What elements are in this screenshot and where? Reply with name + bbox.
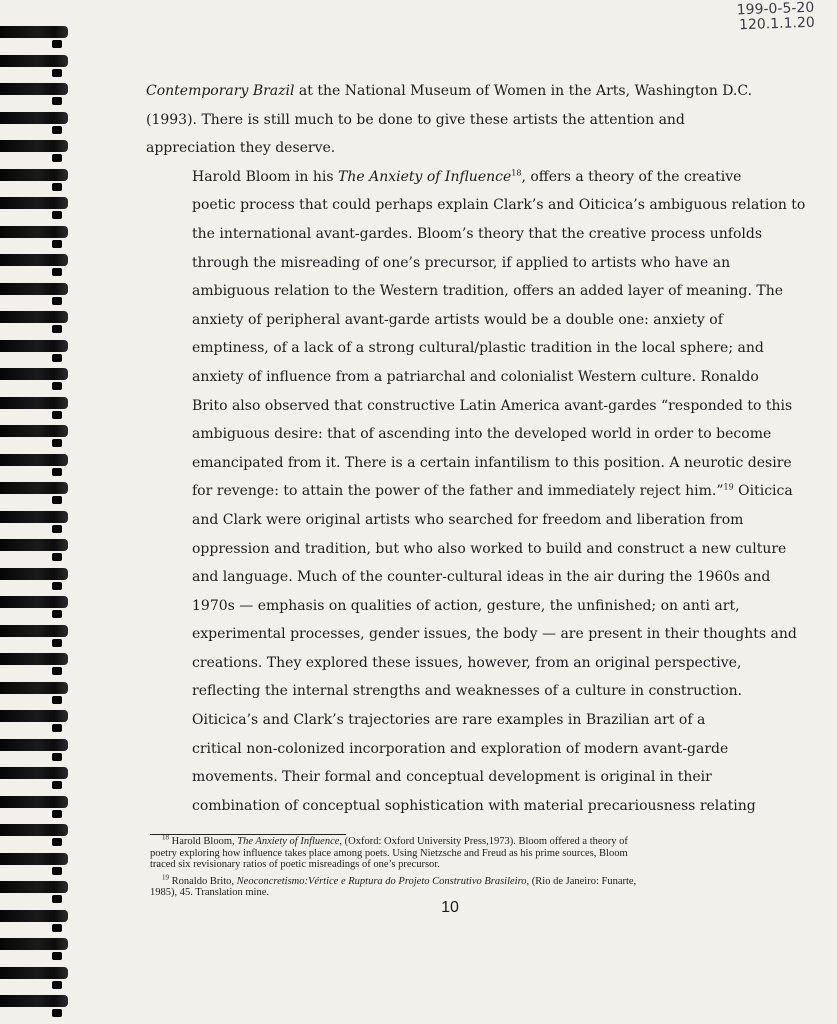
body-text: ambiguous relation to the Western tradition, offers an added layer of meaning. The [192, 283, 784, 300]
binding-hole [52, 867, 62, 875]
text-line [146, 449, 792, 478]
body-text: Oiticica’s and Clark’s trajectories are rare examples in Brazilian art of a [192, 712, 706, 729]
text-line [146, 563, 771, 592]
binding-coil [0, 311, 68, 323]
body-footnote-ref: 18 [511, 168, 522, 178]
body-text: emptiness, of a lack of a strong cultural/plastic tradition in the local sphere; and [192, 340, 764, 357]
binding-hole [52, 411, 62, 419]
text-line [146, 334, 764, 363]
binding-coil [0, 454, 68, 466]
text-line [146, 477, 793, 506]
binding-hole [52, 981, 62, 989]
binding-coil [0, 767, 68, 779]
body-text: (1993). There is still much to be done to give these artists the attention and [146, 111, 685, 128]
binding-hole [52, 810, 62, 818]
binding-hole [52, 69, 62, 77]
footnote-text: Harold Bloom, [169, 836, 238, 847]
binding-coil [0, 682, 68, 694]
text-line [146, 706, 756, 735]
footnote [150, 833, 750, 871]
binding-coil [0, 55, 68, 67]
body-text: combination of conceptual sophistication with material precariousness relating [192, 797, 756, 814]
binding-coil [0, 425, 68, 437]
binding-coil [0, 283, 68, 295]
binding-coil [0, 482, 68, 494]
binding-coil [0, 254, 68, 266]
paragraph [146, 706, 756, 820]
binding-hole [52, 582, 62, 590]
binding-hole [52, 753, 62, 761]
binding-hole [52, 382, 62, 390]
text-line [146, 649, 756, 678]
text-line [146, 592, 756, 621]
binding-hole [52, 468, 62, 476]
body-text: anxiety of peripheral avant-garde artists would be a double one: anxiety of [192, 311, 723, 328]
binding-hole [52, 325, 62, 333]
body-text: appreciation they deserve. [146, 140, 336, 157]
footnote-line [150, 833, 750, 848]
text-line [146, 306, 756, 335]
binding-coil [0, 539, 68, 551]
body-text: reflecting the internal strengths and weaknesses of a culture in construction. [192, 683, 743, 700]
body-text: 1970s — emphasis on qualities of action, gesture, the unfinished; on anti art, [192, 597, 740, 614]
footnote-footnote-ref: 19 [162, 873, 169, 881]
body-text: anxiety of influence from a patriarchal and colonialist Western culture. Ronaldo [192, 368, 759, 385]
binding-coil [0, 26, 68, 38]
text-line [146, 735, 756, 764]
body-footnote-ref: 19 [723, 482, 734, 492]
text-line [146, 420, 772, 449]
body-text: at the National Museum of Women in the Arts, Washington D.C. [294, 83, 753, 99]
body-text: movements. Their formal and conceptual development is original in their [192, 769, 712, 786]
binding-coil [0, 625, 68, 637]
binding-hole [52, 268, 62, 276]
archive-number [737, 1, 816, 34]
binding-coil [0, 169, 68, 181]
text-line [146, 77, 756, 106]
binding-hole [52, 240, 62, 248]
binding-hole [52, 1009, 62, 1017]
paragraph [146, 163, 806, 706]
footnote-line [150, 887, 750, 899]
footnote-text: traced six revisionary ratios of poetic misreadings of one’s precursor. [150, 859, 440, 870]
binding-coil [0, 368, 68, 380]
binding-coil [0, 596, 68, 608]
text-line [146, 277, 784, 306]
binding-coil [0, 340, 68, 352]
body-text: and language. Much of the counter-cultural ideas in the air during the 1960s and [192, 569, 771, 586]
binding-hole [52, 525, 62, 533]
binding-hole [52, 183, 62, 191]
binding-coil [0, 197, 68, 209]
spiral-binding [0, 0, 72, 1024]
text-line [146, 677, 756, 706]
text-line [146, 506, 756, 535]
body-text: Contemporary Brazil [146, 83, 295, 99]
body-text: experimental processes, gender issues, the body — are present in their thoughts and [192, 626, 797, 643]
binding-hole [52, 838, 62, 846]
text-line [146, 363, 759, 392]
binding-hole [52, 724, 62, 732]
body-text [146, 77, 806, 820]
body-text: poetic process that could perhaps explain Clark’s and Oiticica’s ambiguous relation to [192, 197, 806, 214]
body-text: oppression and tradition, but who also worked to build and construct a new culture [192, 540, 787, 557]
binding-coil [0, 112, 68, 124]
text-line [146, 220, 763, 249]
binding-coil [0, 824, 68, 836]
body-text: and Clark were original artists who searched for freedom and liberation from [192, 511, 744, 528]
footnote-line [150, 848, 750, 860]
binding-coil [0, 83, 68, 95]
footnote-text: , (Oxford: Oxford University Press,1973). Bloom offered a theory of [339, 836, 628, 847]
footnotes [150, 833, 750, 904]
binding-hole [52, 354, 62, 362]
binding-hole [52, 40, 62, 48]
binding-coil [0, 995, 68, 1007]
binding-coil [0, 568, 68, 580]
body-text: , offers a theory of the creative [521, 168, 742, 185]
footnote-text: 1985), 45. Translation mine. [150, 887, 270, 898]
binding-coil [0, 140, 68, 152]
text-line [146, 191, 806, 220]
binding-hole [52, 667, 62, 675]
footnote-line [150, 859, 750, 871]
binding-hole [52, 553, 62, 561]
body-text: Harold Bloom in his [192, 168, 338, 185]
footnote-text: Neoconcretismo:Vértice e Ruptura do Projeto Construtivo Brasileiro [236, 875, 527, 887]
body-text: ambiguous desire: that of ascending into the developed world in order to become [192, 426, 772, 443]
binding-coil [0, 397, 68, 409]
body-text: emancipated from it. There is a certain infantilism to this position. A neurotic desire [192, 454, 792, 471]
binding-coil [0, 881, 68, 893]
binding-hole [52, 952, 62, 960]
binding-coil [0, 226, 68, 238]
text-line [146, 134, 756, 163]
paragraph [146, 77, 756, 163]
body-text: through the misreading of one’s precursor, if applied to artists who have an [192, 254, 731, 271]
archive-number-line-1: 199-0-5-20 [736, 0, 815, 19]
text-line [146, 163, 756, 192]
footnote-text: poetry exploring how influence takes place among poets. Using Nietzsche and Freud as his prime sources, Bloom [150, 847, 628, 859]
binding-coil [0, 796, 68, 808]
footnote-line [150, 873, 750, 888]
text-line [146, 249, 756, 278]
body-text: Brito also observed that constructive Latin America avant-gardes “responded to this [192, 397, 793, 414]
binding-hole [52, 154, 62, 162]
footnote-text: Ronaldo Brito, [169, 875, 237, 887]
footnote-text: , (Rio de Janeiro: Funarte, [526, 875, 637, 887]
binding-hole [52, 924, 62, 932]
body-text: Oiticica [733, 483, 793, 500]
binding-coil [0, 853, 68, 865]
binding-hole [52, 297, 62, 305]
binding-hole [52, 97, 62, 105]
body-text: the international avant-gardes. Bloom’s theory that the creative process unfolds [192, 225, 763, 242]
binding-hole [52, 781, 62, 789]
binding-coil [0, 653, 68, 665]
footnote-text: The Anxiety of Influence [237, 836, 340, 847]
binding-coil [0, 511, 68, 523]
text-line [146, 620, 797, 649]
body-text: for revenge: to attain the power of the father and immediately reject him.” [192, 483, 724, 500]
body-text: creations. They explored these issues, however, from an original perspective, [192, 654, 742, 671]
binding-hole [52, 439, 62, 447]
footnote-footnote-ref: 18 [162, 833, 169, 842]
binding-hole [52, 211, 62, 219]
footnote-divider [150, 834, 346, 835]
text-line [146, 763, 756, 792]
binding-hole [52, 610, 62, 618]
binding-hole [52, 496, 62, 504]
binding-hole [52, 639, 62, 647]
binding-coil [0, 710, 68, 722]
text-line [146, 792, 756, 821]
binding-coil [0, 938, 68, 950]
binding-coil [0, 967, 68, 979]
binding-coil [0, 739, 68, 751]
body-text: critical non-colonized incorporation and exploration of modern avant-garde [192, 740, 729, 757]
page-number: 10 [441, 899, 459, 916]
binding-hole [52, 696, 62, 704]
body-text: The Anxiety of Influence [338, 168, 512, 185]
footnote [150, 873, 750, 899]
archive-number-line-2: 120.1.1.20 [739, 14, 816, 34]
text-line [146, 535, 787, 564]
binding-hole [52, 126, 62, 134]
text-line [146, 392, 793, 421]
text-line [146, 106, 756, 135]
